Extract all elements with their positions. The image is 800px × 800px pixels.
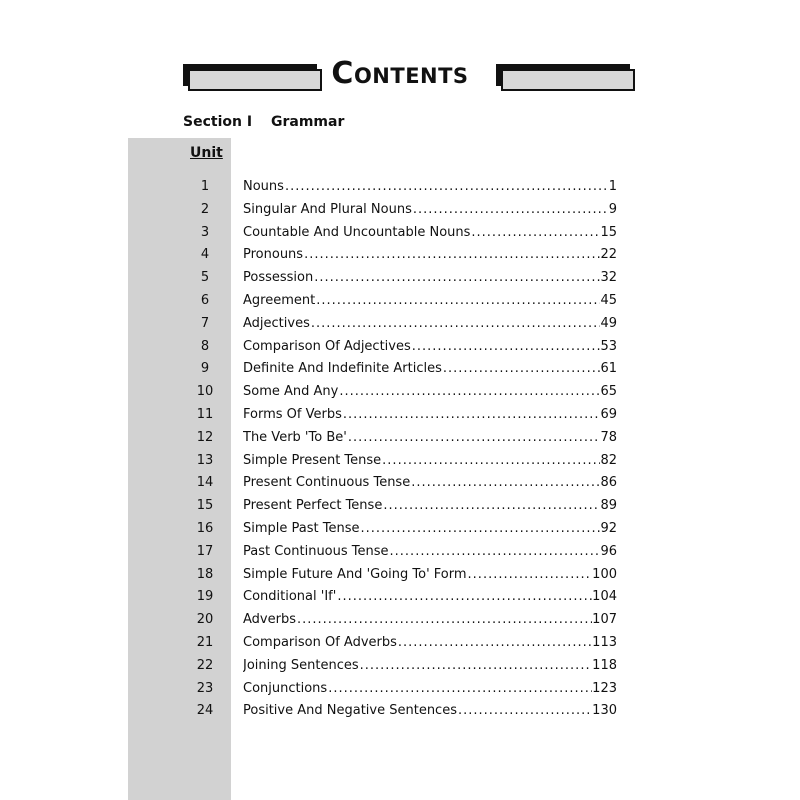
unit-title: Adjectives	[243, 315, 310, 331]
unit-number: 23	[196, 680, 214, 696]
unit-number: 12	[196, 429, 214, 445]
toc-entry	[243, 290, 617, 313]
unit-number: 1	[200, 179, 210, 194]
unit-number: 10	[196, 384, 214, 400]
unit-title: Agreement	[243, 292, 316, 308]
unit-number: 22	[196, 657, 214, 673]
toc-row	[0, 336, 800, 359]
page-number: 22	[600, 247, 617, 263]
unit-number: 13	[196, 452, 214, 468]
right-title-bar	[496, 64, 630, 86]
toc-entry	[243, 495, 617, 518]
dot-leader	[296, 609, 592, 632]
toc-entry	[243, 450, 617, 473]
page-number: 96	[600, 543, 617, 559]
unit-title: Comparison Of Adverbs	[243, 634, 397, 650]
unit-title: Present Continuous Tense	[243, 475, 411, 491]
toc-entry	[243, 313, 617, 336]
toc-entry	[243, 586, 617, 609]
dot-leader	[381, 450, 600, 473]
toc-row	[0, 655, 800, 678]
unit-number: 11	[196, 406, 214, 422]
dot-leader	[303, 244, 600, 267]
unit-title: Conditional 'If'	[243, 589, 337, 605]
unit-number: 15	[196, 498, 214, 514]
unit-number: 21	[196, 634, 214, 650]
dot-leader	[313, 267, 600, 290]
dot-leader	[284, 176, 609, 199]
dot-leader	[338, 381, 600, 404]
page-number: 69	[600, 406, 617, 422]
toc-row	[0, 427, 800, 450]
dot-leader	[467, 564, 593, 587]
toc-list	[0, 176, 800, 723]
unit-title: Forms Of Verbs	[243, 406, 342, 422]
page-number: 82	[600, 452, 617, 468]
toc-row	[0, 313, 800, 336]
section-name: Grammar	[271, 114, 345, 130]
dot-leader	[397, 632, 592, 655]
unit-title: Some And Any	[243, 384, 339, 400]
dot-leader	[389, 541, 601, 564]
page-number: 107	[592, 612, 617, 628]
unit-title: Simple Present Tense	[243, 452, 382, 468]
unit-title: Adverbs	[243, 612, 296, 628]
unit-title: Positive And Negative Sentences	[243, 703, 457, 719]
unit-title: Pronouns	[243, 247, 304, 263]
dot-leader	[342, 404, 601, 427]
page-number: 78	[600, 429, 617, 445]
toc-row	[0, 358, 800, 381]
unit-title: Past Continuous Tense	[243, 543, 389, 559]
unit-title: Simple Past Tense	[243, 520, 360, 536]
page-number: 89	[600, 498, 617, 514]
unit-number: 9	[200, 361, 210, 377]
toc-row	[0, 609, 800, 632]
toc-entry	[243, 222, 617, 245]
page-number: 9	[608, 201, 617, 217]
toc-entry	[243, 472, 617, 495]
toc-entry	[243, 244, 617, 267]
page-number: 61	[600, 361, 617, 377]
unit-title: Present Perfect Tense	[243, 498, 383, 514]
page-number: 100	[592, 566, 617, 582]
dot-leader	[382, 495, 600, 518]
dot-leader	[327, 678, 592, 701]
dot-leader	[310, 313, 601, 336]
toc-entry	[243, 678, 617, 701]
page-title: Contents	[331, 56, 469, 91]
unit-number: 7	[200, 315, 210, 331]
page-number: 32	[600, 270, 617, 286]
section-heading	[183, 114, 344, 130]
toc-entry	[243, 518, 617, 541]
toc-entry	[243, 267, 617, 290]
dot-leader	[360, 518, 601, 541]
page-number: 45	[600, 292, 617, 308]
dot-leader	[411, 336, 601, 359]
unit-title: Possession	[243, 270, 314, 286]
page-number: 118	[592, 657, 617, 673]
unit-title: Joining Sentences	[243, 657, 359, 673]
unit-number: 17	[196, 543, 214, 559]
unit-column-heading: Unit	[190, 145, 223, 161]
dot-leader	[412, 199, 609, 222]
toc-row	[0, 244, 800, 267]
dot-leader	[347, 427, 601, 450]
toc-entry	[243, 700, 617, 723]
dot-leader	[442, 358, 601, 381]
unit-number: 2	[200, 201, 210, 217]
page-number: 123	[592, 680, 617, 696]
toc-row	[0, 564, 800, 587]
toc-row	[0, 199, 800, 222]
toc-entry	[243, 404, 617, 427]
page-number: 65	[600, 384, 617, 400]
toc-entry	[243, 564, 617, 587]
page-number: 1	[608, 179, 617, 194]
toc-row	[0, 518, 800, 541]
toc-entry	[243, 381, 617, 404]
toc-row	[0, 450, 800, 473]
toc-entry	[243, 541, 617, 564]
toc-entry	[243, 632, 617, 655]
toc-entry	[243, 336, 617, 359]
toc-row	[0, 290, 800, 313]
page-number: 130	[592, 703, 617, 719]
unit-number: 8	[200, 338, 210, 354]
title-row	[0, 52, 800, 98]
toc-entry	[243, 655, 617, 678]
unit-number: 3	[200, 224, 210, 240]
toc-entry	[243, 427, 617, 450]
toc-row	[0, 404, 800, 427]
page-number: 92	[600, 520, 617, 536]
toc-entry	[243, 609, 617, 632]
unit-title: The Verb 'To Be'	[243, 429, 347, 445]
toc-row	[0, 586, 800, 609]
page-number: 53	[600, 338, 617, 354]
dot-leader	[359, 655, 593, 678]
toc-row	[0, 381, 800, 404]
toc-entry	[243, 176, 617, 199]
page-number: 86	[600, 475, 617, 491]
unit-title: Simple Future And 'Going To' Form	[243, 566, 467, 582]
unit-number: 6	[200, 292, 210, 308]
page-number: 49	[600, 315, 617, 331]
dot-leader	[470, 222, 600, 245]
toc-row	[0, 678, 800, 701]
dot-leader	[336, 586, 592, 609]
dot-leader	[315, 290, 600, 313]
unit-number: 4	[200, 247, 210, 263]
toc-row	[0, 267, 800, 290]
toc-row	[0, 222, 800, 245]
toc-row	[0, 541, 800, 564]
toc-entry	[243, 199, 617, 222]
unit-number: 19	[196, 589, 214, 605]
unit-number: 18	[196, 566, 214, 582]
section-label: Section I	[183, 114, 253, 130]
toc-row	[0, 495, 800, 518]
toc-entry	[243, 358, 617, 381]
unit-title: Singular And Plural Nouns	[243, 201, 412, 217]
unit-title: Definite And Indefinite Articles	[243, 361, 442, 377]
unit-number: 5	[200, 270, 210, 286]
unit-number: 24	[196, 703, 214, 719]
unit-number: 20	[196, 612, 214, 628]
toc-row	[0, 632, 800, 655]
dot-leader	[457, 700, 592, 723]
toc-row	[0, 472, 800, 495]
unit-number: 14	[196, 475, 214, 491]
dot-leader	[410, 472, 600, 495]
unit-title: Countable And Uncountable Nouns	[243, 224, 471, 240]
unit-number: 16	[196, 520, 214, 536]
unit-title: Conjunctions	[243, 680, 328, 696]
page-number: 15	[600, 224, 617, 240]
page-number: 113	[592, 634, 617, 650]
toc-row	[0, 176, 800, 199]
unit-title: Nouns	[243, 179, 284, 194]
page-number: 104	[592, 589, 617, 605]
toc-row	[0, 700, 800, 723]
unit-title: Comparison Of Adjectives	[243, 338, 411, 354]
